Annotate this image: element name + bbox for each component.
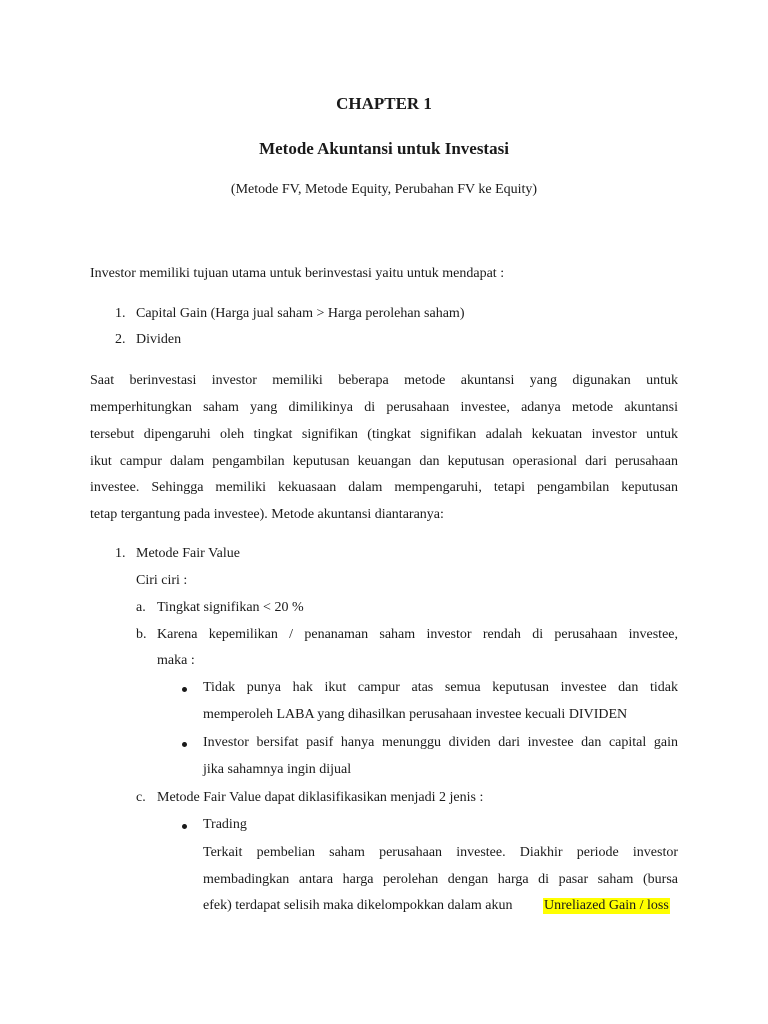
trading-text: efek) terdapat selisih maka dikelompokkan dalam akun xyxy=(203,898,513,913)
paragraph-line: tetap tergantung pada investee). Metode akuntansi diantaranya: xyxy=(90,507,444,522)
bullet-icon xyxy=(182,742,187,747)
goal-number: 1. xyxy=(115,306,126,321)
paragraph-line: memperhitungkan saham yang dimilikinya di perusahaan investee, adanya metode akuntansi xyxy=(90,400,678,415)
bullet-text: Investor bersifat pasif hanya menunggu dividen dari investee dan capital gain xyxy=(203,735,678,750)
intro-text: Investor memiliki tujuan utama untuk berinvestasi yaitu untuk mendapat : xyxy=(90,266,505,281)
bullet-text: Tidak punya hak ikut campur atas semua keputusan investee dan tidak xyxy=(203,680,678,695)
goal-number: 2. xyxy=(115,332,126,347)
bullet-text: memperoleh LABA yang dihasilkan perusahaan investee kecuali DIVIDEN xyxy=(203,707,628,722)
highlighted-term: Unreliazed Gain / loss xyxy=(544,898,669,913)
bullet-icon xyxy=(182,824,187,829)
bullet-text: jika sahamnya ingin dijual xyxy=(203,762,352,777)
page-subtitle: (Metode FV, Metode Equity, Perubahan FV ke Equity) xyxy=(230,182,538,197)
item-marker: c. xyxy=(136,790,146,805)
item-marker: b. xyxy=(136,627,147,642)
goal-text: Capital Gain (Harga jual saham > Harga perolehan saham) xyxy=(136,306,465,321)
item-text: maka : xyxy=(157,653,195,668)
item-text: Tingkat signifikan < 20 % xyxy=(157,600,304,615)
paragraph-line: investee. Sehingga memiliki kekuasaan dalam mempengaruhi, tetapi pengambilan keputusan xyxy=(90,480,678,495)
item-text: Karena kepemilikan / penanaman saham investor rendah di perusahaan investee, xyxy=(157,627,678,642)
item-marker: a. xyxy=(136,600,146,615)
method-label: Metode Fair Value xyxy=(136,546,240,561)
goal-text: Dividen xyxy=(136,332,182,347)
paragraph-line: tersebut dipengaruhi oleh tingkat signifikan (tingkat signifikan adalah kekuatan investor untuk xyxy=(90,427,678,442)
chapter-heading: CHAPTER 1 xyxy=(336,94,432,113)
item-text: Metode Fair Value dapat diklasifikasikan menjadi 2 jenis : xyxy=(157,790,484,805)
trading-text: Terkait pembelian saham perusahaan investee. Diakhir periode investor xyxy=(203,845,678,860)
paragraph-line: ikut campur dalam pengambilan keputusan keuangan dan keputusan operasional dari perusahaan xyxy=(90,454,678,469)
ciri-label: Ciri ciri : xyxy=(136,573,188,588)
paragraph-line: Saat berinvestasi investor memiliki beberapa metode akuntansi yang digunakan untuk xyxy=(90,373,678,388)
bullet-icon xyxy=(182,687,187,692)
page-title: Metode Akuntansi untuk Investasi xyxy=(259,139,509,158)
method-number: 1. xyxy=(115,546,126,561)
trading-label: Trading xyxy=(203,817,247,832)
trading-text: membadingkan antara harga perolehan dengan harga di pasar saham (bursa xyxy=(203,872,678,887)
